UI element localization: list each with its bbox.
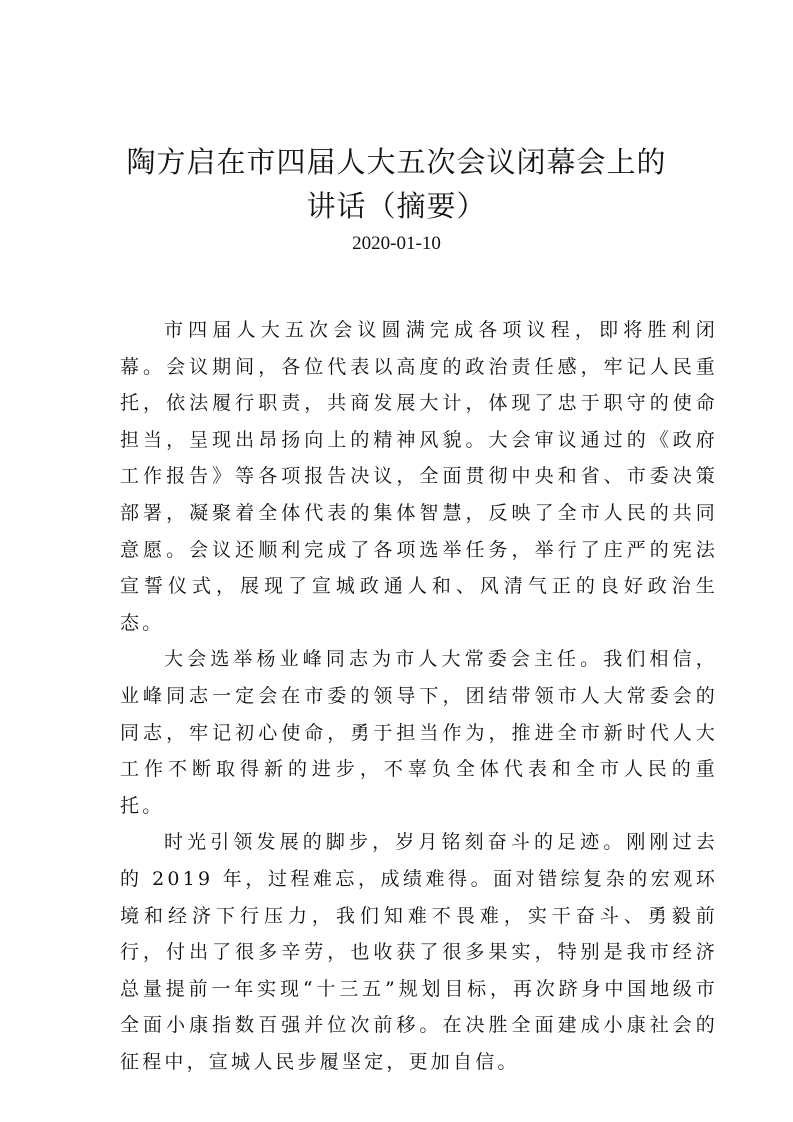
document-date: 2020-01-10 — [352, 233, 441, 254]
paragraph-1: 市四届人大五次会议圆满完成各项议程，即将胜利闭幕。会议期间，各位代表以高度的政治责任感，牢记人民重托，依法履行职责，共商发展大计，体现了忠于职守的使命担当，呈现出昂扬向上的精神风貌。大会审议通过的《政府工作报告》等各项报告决议，全面贯彻中央和省、市委决策部署，凝聚着全体代表的集体智慧，反映了全市人民的共同意愿。会议还顺利完成了各项选举任务，举行了庄严的宪法宣誓仪式，展现了宣城政通人和、风清气正的良好政治生态。 — [120, 319, 718, 634]
title-line-2: 讲话（摘要） — [306, 189, 487, 223]
title-line-1: 陶方启在市四届人大五次会议闭幕会上的 — [126, 145, 667, 179]
document-body — [120, 312, 718, 1080]
paragraph-3: 时光引领发展的脚步，岁月铭刻奋斗的足迹。刚刚过去的 2019 年，过程难忘，成绩难得。面对错综复杂的宏观环境和经济下行压力，我们知难不畏难，实干奋斗、勇毅前行，付出了很多辛劳，也收获了很多果实，特别是我市经济总量提前一年实现“十三五”规划目标，再次跻身中国地级市全面小康指数百强并位次前移。在决胜全面建成小康社会的征程中，宣城人民步履坚定，更加自信。 — [120, 831, 718, 1073]
paragraph-2: 大会选举杨业峰同志为市人大常委会主任。我们相信，业峰同志一定会在市委的领导下，团结带领市人大常委会的同志，牢记初心使命，勇于担当作为，推进全市新时代人大工作不断取得新的进步，不辜负全体代表和全市人民的重托。 — [120, 648, 718, 817]
document-title — [0, 140, 793, 228]
